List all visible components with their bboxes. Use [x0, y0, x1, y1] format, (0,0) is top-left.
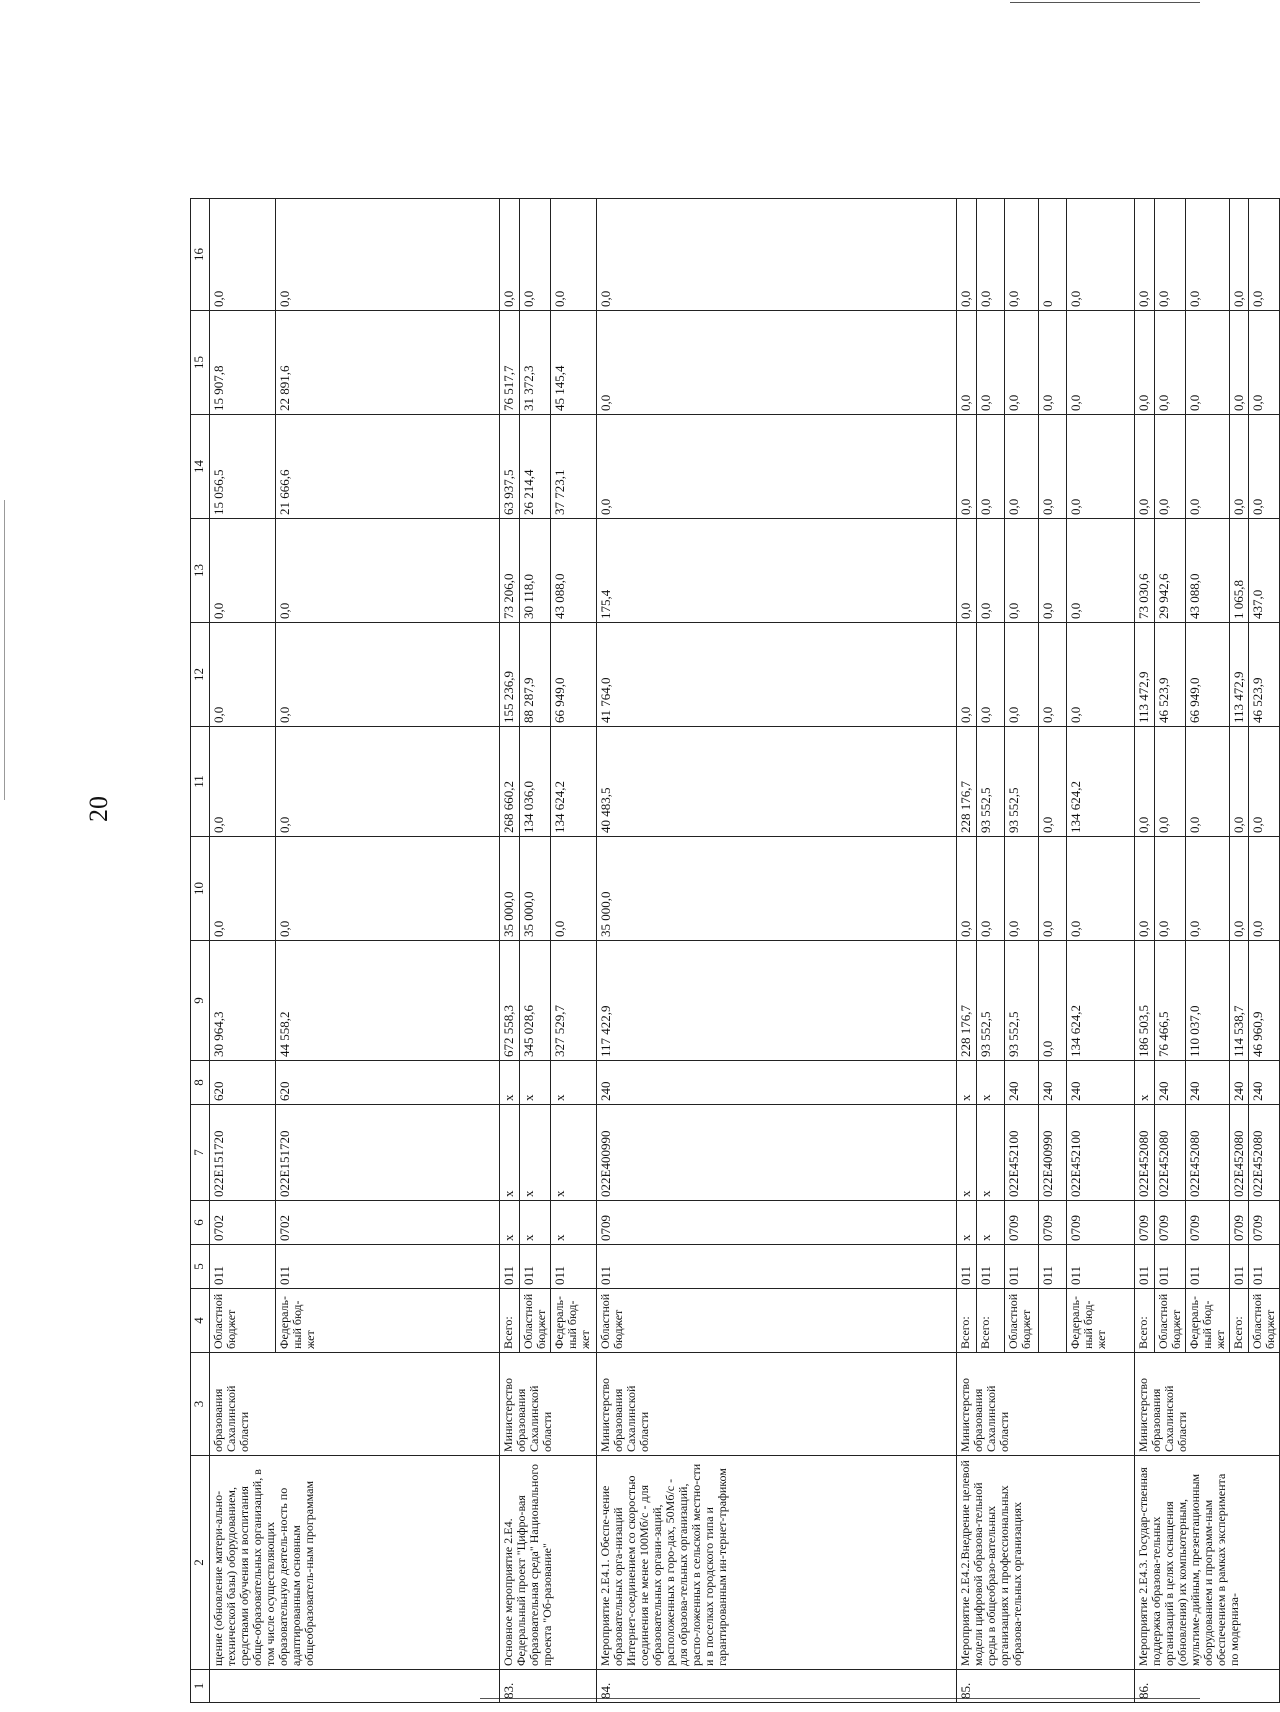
cell-c10: 35 000,0	[500, 837, 520, 941]
cell-c13: 43 088,0	[1186, 519, 1230, 623]
cell-c13: 1 065,8	[1230, 519, 1249, 623]
col-header: 9	[191, 941, 210, 1061]
cell-c8: х	[520, 1061, 551, 1105]
cell-c12: 41 764,0	[597, 623, 957, 727]
cell-c13: 437,0	[1249, 519, 1280, 623]
cell-c13: 0,0	[1067, 519, 1135, 623]
cell-c12: 66 949,0	[551, 623, 597, 727]
cell-c10: 35 000,0	[520, 837, 551, 941]
cell-c16: 0,0	[1249, 199, 1280, 311]
cell-c10: 0,0	[1135, 837, 1155, 941]
cell-c12: 46 523,9	[1155, 623, 1186, 727]
cell-c8: 240	[1067, 1061, 1135, 1105]
cell-c11: 268 660,2	[500, 727, 520, 837]
cell-c15: 0,0	[597, 311, 957, 415]
cell-c9: 44 558,2	[276, 941, 500, 1061]
cell-c16: 0,0	[1230, 199, 1249, 311]
cell-c6: х	[977, 1201, 1005, 1245]
table-row	[957, 199, 977, 1703]
cell-c7: 022E151720	[210, 1105, 276, 1201]
cell-c16: 0,0	[551, 199, 597, 311]
table-body	[210, 199, 1280, 1703]
row-number: 83.	[500, 1670, 597, 1703]
funding-source: Всего:	[957, 1289, 977, 1353]
col-header: 8	[191, 1061, 210, 1105]
cell-c15: 0,0	[1005, 311, 1039, 415]
cell-c7: 022E452080	[1249, 1105, 1280, 1201]
cell-c11: 93 552,5	[1005, 727, 1039, 837]
cell-c7: 022E452080	[1135, 1105, 1155, 1201]
cell-c12: 0,0	[1039, 623, 1067, 727]
cell-c5: 011	[977, 1245, 1005, 1289]
cell-c11: 0,0	[1135, 727, 1155, 837]
rotated-page	[190, 199, 1277, 1703]
row-number: 86.	[1135, 1670, 1280, 1703]
measure-name: Мероприятие 2.Е4.3. Государ-ственная поддержка образова-тельных организаций в целях оснащения (обновления) их компьютерным, мультиме-дийным, презентационным оборудованием и программ-ным обеспечением в рамках эксперимента по модерниза-	[1135, 1456, 1280, 1670]
cell-c14: 0,0	[1039, 415, 1067, 519]
cell-c13: 73 030,6	[1135, 519, 1155, 623]
cell-c12: 113 472,9	[1230, 623, 1249, 727]
cell-c6: 0709	[597, 1201, 957, 1245]
cell-c15: 76 517,7	[500, 311, 520, 415]
cell-c16: 0,0	[210, 199, 276, 311]
cell-c12: 113 472,9	[1135, 623, 1155, 727]
cell-c9: 186 503,5	[1135, 941, 1155, 1061]
cell-c8: х	[500, 1061, 520, 1105]
cell-c13: 0,0	[210, 519, 276, 623]
cell-c5: 011	[1067, 1245, 1135, 1289]
col-header: 14	[191, 415, 210, 519]
cell-c5: 011	[1155, 1245, 1186, 1289]
cell-c7: 022E400990	[1039, 1105, 1067, 1201]
cell-c6: х	[551, 1201, 597, 1245]
cell-c16: 0,0	[1067, 199, 1135, 311]
cell-c13: 0,0	[957, 519, 977, 623]
cell-c13: 0,0	[276, 519, 500, 623]
table-row	[210, 199, 276, 1703]
cell-c10: 0,0	[1155, 837, 1186, 941]
cell-c14: 26 214,4	[520, 415, 551, 519]
cell-c12: 0,0	[977, 623, 1005, 727]
cell-c9: 345 028,6	[520, 941, 551, 1061]
cell-c6: х	[520, 1201, 551, 1245]
cell-c5: 011	[597, 1245, 957, 1289]
cell-c5: 011	[1039, 1245, 1067, 1289]
cell-c10: 35 000,0	[597, 837, 957, 941]
cell-c16: 0,0	[1005, 199, 1039, 311]
cell-c6: 0709	[1155, 1201, 1186, 1245]
cell-c16: 0,0	[1186, 199, 1230, 311]
funding-source: Всего:	[500, 1289, 520, 1353]
cell-c14: 0,0	[977, 415, 1005, 519]
responsible-executor: Министерство образования Сахалинской области	[1135, 1353, 1280, 1456]
cell-c10: 0,0	[1186, 837, 1230, 941]
funding-source: Областной бюджет	[1155, 1289, 1186, 1353]
cell-c8: х	[551, 1061, 597, 1105]
cell-c11: 0,0	[1155, 727, 1186, 837]
responsible-executor: Министерство образования Сахалинской области	[597, 1353, 957, 1456]
cell-c11: 0,0	[1230, 727, 1249, 837]
cell-c16: 0,0	[957, 199, 977, 311]
cell-c15: 0,0	[957, 311, 977, 415]
cell-c11: 0,0	[276, 727, 500, 837]
cell-c12: 46 523,9	[1249, 623, 1280, 727]
cell-c10: 0,0	[1039, 837, 1067, 941]
cell-c12: 0,0	[1005, 623, 1039, 727]
cell-c8: 240	[1005, 1061, 1039, 1105]
cell-c11: 134 624,2	[1067, 727, 1135, 837]
cell-c11: 0,0	[1039, 727, 1067, 837]
cell-c9: 0,0	[1039, 941, 1067, 1061]
cell-c11: 0,0	[1186, 727, 1230, 837]
cell-c12: 0,0	[276, 623, 500, 727]
cell-c15: 0,0	[1155, 311, 1186, 415]
cell-c15: 0,0	[1067, 311, 1135, 415]
cell-c15: 15 907,8	[210, 311, 276, 415]
table-row	[500, 199, 520, 1703]
responsible-executor: образования Сахалинской области	[210, 1353, 500, 1456]
cell-c12: 88 287,9	[520, 623, 551, 727]
cell-c13: 30 118,0	[520, 519, 551, 623]
col-header: 10	[191, 837, 210, 941]
cell-c16: 0,0	[1155, 199, 1186, 311]
measure-name: Мероприятие 2.Е4.1. Обеспе-чение образовательных орга-низаций Интернет-соединением со скоростью соединения не менее 100Мб/с - для образовательных органи-заций, расположенных в горо-дах, 50Мб/с - для образова-тельных организаций, распо-ложенных в сельской местно-сти и в поселках городского типа и гарантированным ин-тернет-трафиком	[597, 1456, 957, 1670]
cell-c8: 240	[1039, 1061, 1067, 1105]
cell-c10: 0,0	[977, 837, 1005, 941]
cell-c5: 011	[1135, 1245, 1155, 1289]
cell-c6: 0709	[1039, 1201, 1067, 1245]
funding-source	[1039, 1289, 1067, 1353]
cell-c7: 022E452080	[1230, 1105, 1249, 1201]
col-header: 12	[191, 623, 210, 727]
cell-c15: 0,0	[1135, 311, 1155, 415]
cell-c16: 0	[1039, 199, 1067, 311]
cell-c7: 022E452100	[1067, 1105, 1135, 1201]
funding-source: Всего:	[1230, 1289, 1249, 1353]
cell-c15: 31 372,3	[520, 311, 551, 415]
cell-c6: 0702	[276, 1201, 500, 1245]
cell-c11: 40 483,5	[597, 727, 957, 837]
table-row	[1135, 199, 1155, 1703]
funding-source: Областной бюджет	[597, 1289, 957, 1353]
cell-c13: 175,4	[597, 519, 957, 623]
cell-c5: 011	[1230, 1245, 1249, 1289]
cell-c10: 0,0	[210, 837, 276, 941]
cell-c15: 45 145,4	[551, 311, 597, 415]
funding-source: Федераль-ный бюд-жет	[1186, 1289, 1230, 1353]
cell-c15: 0,0	[1230, 311, 1249, 415]
cell-c11: 0,0	[1249, 727, 1280, 837]
cell-c12: 0,0	[210, 623, 276, 727]
scan-artifact-top	[1010, 2, 1200, 3]
cell-c7: 022E452100	[1005, 1105, 1039, 1201]
cell-c14: 21 666,6	[276, 415, 500, 519]
cell-c14: 0,0	[1186, 415, 1230, 519]
cell-c6: 0709	[1249, 1201, 1280, 1245]
budget-table	[190, 198, 1280, 1703]
measure-name: щение (обновление матери-ально- технической базы) оборудованием, средствами обучения и воспитания обще-образовательных организаций, в том числе осуществляющих образовательную деятель-ность по адаптированным основным общеобразователь-ным программам	[210, 1456, 500, 1670]
cell-c5: 011	[551, 1245, 597, 1289]
funding-source: Федераль-ный бюд-жет	[1067, 1289, 1135, 1353]
cell-c9: 93 552,5	[977, 941, 1005, 1061]
cell-c10: 0,0	[276, 837, 500, 941]
cell-c13: 0,0	[977, 519, 1005, 623]
cell-c9: 76 466,5	[1155, 941, 1186, 1061]
cell-c10: 0,0	[1230, 837, 1249, 941]
cell-c5: 011	[1186, 1245, 1230, 1289]
cell-c9: 228 176,7	[957, 941, 977, 1061]
cell-c12: 66 949,0	[1186, 623, 1230, 727]
col-header: 7	[191, 1105, 210, 1201]
funding-source: Всего:	[1135, 1289, 1155, 1353]
cell-c9: 30 964,3	[210, 941, 276, 1061]
cell-c14: 15 056,5	[210, 415, 276, 519]
cell-c14: 37 723,1	[551, 415, 597, 519]
cell-c8: 620	[210, 1061, 276, 1105]
cell-c11: 0,0	[210, 727, 276, 837]
cell-c6: 0709	[1005, 1201, 1039, 1245]
cell-c5: 011	[957, 1245, 977, 1289]
cell-c5: 011	[500, 1245, 520, 1289]
cell-c7: х	[500, 1105, 520, 1201]
cell-c10: 0,0	[1067, 837, 1135, 941]
funding-source: Всего:	[977, 1289, 1005, 1353]
cell-c5: 011	[1005, 1245, 1039, 1289]
page-number: 20	[84, 796, 113, 822]
cell-c9: 117 422,9	[597, 941, 957, 1061]
cell-c16: 0,0	[520, 199, 551, 311]
cell-c12: 0,0	[957, 623, 977, 727]
row-number	[210, 1670, 500, 1703]
cell-c8: 240	[1155, 1061, 1186, 1105]
measure-name: Мероприятие 2.Е4.2.Внедрение целевой модели цифровой образова-тельной среды в общеобразо-вательных организациях и профессиональных образова-тельных организациях	[957, 1456, 1135, 1670]
cell-c6: х	[500, 1201, 520, 1245]
cell-c14: 0,0	[957, 415, 977, 519]
cell-c16: 0,0	[500, 199, 520, 311]
cell-c16: 0,0	[597, 199, 957, 311]
cell-c10: 0,0	[1249, 837, 1280, 941]
col-header: 1	[191, 1670, 210, 1703]
col-header: 2	[191, 1456, 210, 1670]
cell-c14: 0,0	[1005, 415, 1039, 519]
col-header: 11	[191, 727, 210, 837]
cell-c14: 0,0	[1135, 415, 1155, 519]
cell-c6: х	[957, 1201, 977, 1245]
cell-c13: 29 942,6	[1155, 519, 1186, 623]
col-header: 4	[191, 1289, 210, 1353]
cell-c7: 022E151720	[276, 1105, 500, 1201]
cell-c15: 0,0	[1249, 311, 1280, 415]
cell-c14: 0,0	[1230, 415, 1249, 519]
cell-c12: 0,0	[1067, 623, 1135, 727]
cell-c13: 0,0	[1005, 519, 1039, 623]
table-row	[597, 199, 957, 1703]
row-number: 85.	[957, 1670, 1135, 1703]
cell-c13: 73 206,0	[500, 519, 520, 623]
cell-c16: 0,0	[1135, 199, 1155, 311]
col-header: 5	[191, 1245, 210, 1289]
cell-c9: 110 037,0	[1186, 941, 1230, 1061]
cell-c5: 011	[210, 1245, 276, 1289]
cell-c6: 0709	[1067, 1201, 1135, 1245]
cell-c9: 134 624,2	[1067, 941, 1135, 1061]
cell-c5: 011	[276, 1245, 500, 1289]
funding-source: Федераль-ный бюд-жет	[551, 1289, 597, 1353]
cell-c14: 0,0	[1155, 415, 1186, 519]
cell-c11: 228 176,7	[957, 727, 977, 837]
cell-c7: х	[551, 1105, 597, 1201]
col-header: 16	[191, 199, 210, 311]
measure-name: Основное мероприятие 2.Е4. Федеральный проект "Цифро-вая образовательная среда" Национального проекта "Об-разование"	[500, 1456, 597, 1670]
cell-c7: 022E452080	[1155, 1105, 1186, 1201]
cell-c7: 022E452080	[1186, 1105, 1230, 1201]
cell-c11: 134 036,0	[520, 727, 551, 837]
cell-c12: 155 236,9	[500, 623, 520, 727]
cell-c11: 134 624,2	[551, 727, 597, 837]
cell-c13: 0,0	[1039, 519, 1067, 623]
cell-c6: 0702	[210, 1201, 276, 1245]
cell-c9: 46 960,9	[1249, 941, 1280, 1061]
cell-c15: 0,0	[977, 311, 1005, 415]
cell-c8: 240	[1230, 1061, 1249, 1105]
funding-source: Областной бюджет	[210, 1289, 276, 1353]
funding-source: Областной бюджет	[1249, 1289, 1280, 1353]
col-header: 6	[191, 1201, 210, 1245]
cell-c15: 22 891,6	[276, 311, 500, 415]
funding-source: Областной бюджет	[1005, 1289, 1039, 1353]
cell-c13: 43 088,0	[551, 519, 597, 623]
responsible-executor: Министерство образования Сахалинской области	[500, 1353, 597, 1456]
cell-c14: 0,0	[597, 415, 957, 519]
col-header: 13	[191, 519, 210, 623]
cell-c5: 011	[1249, 1245, 1280, 1289]
cell-c11: 93 552,5	[977, 727, 1005, 837]
cell-c16: 0,0	[977, 199, 1005, 311]
header-row	[191, 199, 210, 1703]
cell-c8: 240	[597, 1061, 957, 1105]
cell-c8: х	[1135, 1061, 1155, 1105]
cell-c10: 0,0	[551, 837, 597, 941]
cell-c15: 0,0	[1186, 311, 1230, 415]
cell-c6: 0709	[1230, 1201, 1249, 1245]
cell-c8: х	[977, 1061, 1005, 1105]
funding-source: Федераль-ный бюд-жет	[276, 1289, 500, 1353]
cell-c7: х	[977, 1105, 1005, 1201]
cell-c9: 93 552,5	[1005, 941, 1039, 1061]
cell-c9: 327 529,7	[551, 941, 597, 1061]
cell-c8: 240	[1186, 1061, 1230, 1105]
cell-c14: 0,0	[1249, 415, 1280, 519]
cell-c8: 240	[1249, 1061, 1280, 1105]
cell-c7: 022E400990	[597, 1105, 957, 1201]
scan-artifact-left	[4, 500, 5, 800]
cell-c7: х	[957, 1105, 977, 1201]
col-header: 3	[191, 1353, 210, 1456]
cell-c5: 011	[520, 1245, 551, 1289]
cell-c16: 0,0	[276, 199, 500, 311]
row-number: 84.	[597, 1670, 957, 1703]
funding-source: Областной бюджет	[520, 1289, 551, 1353]
cell-c7: х	[520, 1105, 551, 1201]
col-header: 15	[191, 311, 210, 415]
responsible-executor: Министерство образования Сахалинской области	[957, 1353, 1135, 1456]
cell-c6: 0709	[1186, 1201, 1230, 1245]
cell-c9: 672 558,3	[500, 941, 520, 1061]
cell-c8: х	[957, 1061, 977, 1105]
cell-c15: 0,0	[1039, 311, 1067, 415]
cell-c8: 620	[276, 1061, 500, 1105]
cell-c10: 0,0	[957, 837, 977, 941]
cell-c14: 0,0	[1067, 415, 1135, 519]
cell-c10: 0,0	[1005, 837, 1039, 941]
cell-c9: 114 538,7	[1230, 941, 1249, 1061]
cell-c14: 63 937,5	[500, 415, 520, 519]
cell-c6: 0709	[1135, 1201, 1155, 1245]
